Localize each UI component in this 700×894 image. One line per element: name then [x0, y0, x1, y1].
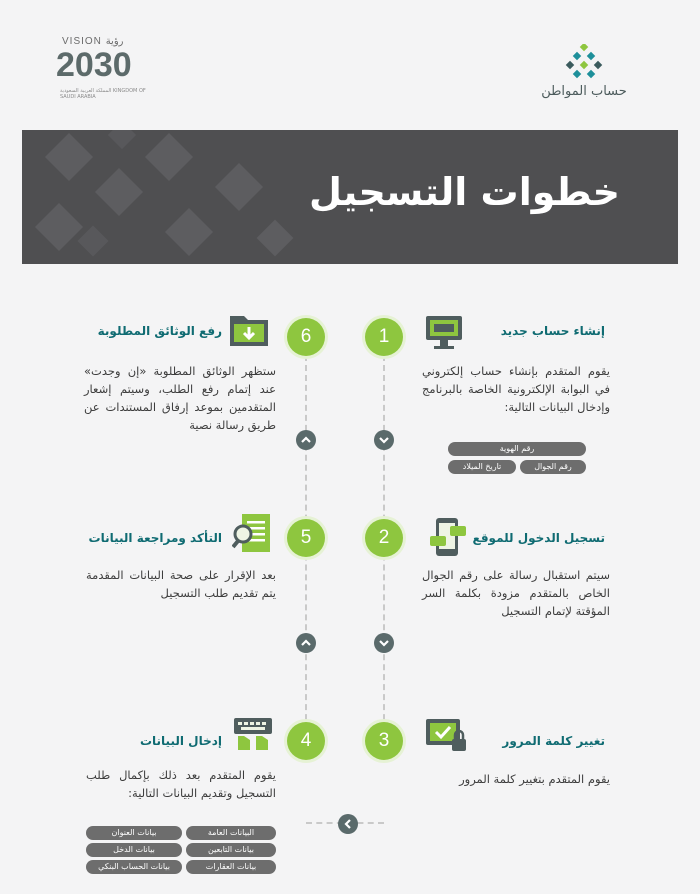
step-1-number: 1: [365, 318, 403, 356]
document-search-icon: [232, 512, 274, 560]
vision-year: 2030: [56, 46, 132, 84]
step-4-number: 4: [287, 722, 325, 760]
step-2-number: 2: [365, 519, 403, 557]
step-2-title: تسجيل الدخول للموقع: [472, 531, 605, 545]
step-6-number: 6: [287, 318, 325, 356]
pill-general-data: البيانات العامة: [186, 826, 276, 840]
step-3-title: تغيير كلمة المرور: [502, 734, 605, 748]
pill-income-data: بيانات الدخل: [86, 843, 182, 857]
step-5-text: بعد الإقرار على صحة البيانات المقدمة يتم تقديم طلب التسجيل: [86, 568, 276, 600]
pill-dependents-data: بيانات التابعين: [186, 843, 276, 857]
page-title: خطوات التسجيل: [309, 170, 620, 214]
vision-2030-logo: [52, 36, 162, 106]
vision-subtitle: المملكة العربية السعودية KINGDOM OF SAUDI ARABIA: [60, 88, 146, 100]
folder-upload-icon: [228, 310, 270, 354]
monitor-icon: [424, 312, 464, 356]
step-5-title: التأكد ومراجعة البيانات: [88, 531, 222, 545]
step-4-text: يقوم المتقدم بعد ذلك بإكمال طلب التسجيل وتقديم البيانات التالية:: [86, 768, 276, 800]
keyboard-typing-icon: [232, 714, 274, 760]
pill-address-data: بيانات العنوان: [86, 826, 182, 840]
chevron-down-icon: [374, 430, 394, 450]
title-banner: [22, 130, 678, 264]
pill-real-estate-data: بيانات العقارات: [186, 860, 276, 874]
step-1-title: إنشاء حساب جديد: [500, 324, 605, 338]
step-3-text: يقوم المتقدم بتغيير كلمة المرور: [459, 772, 610, 786]
step-6-title: رفع الوثائق المطلوبة: [97, 324, 222, 338]
laptop-lock-icon: [424, 715, 468, 761]
citizen-account-logo: [534, 44, 634, 104]
citizen-account-logo-icon: [564, 44, 604, 80]
step-3-number: 3: [365, 722, 403, 760]
step-5-number: 5: [287, 519, 325, 557]
program-name: حساب المواطن: [541, 84, 627, 99]
mobile-chat-icon: [428, 516, 468, 562]
chevron-left-icon: [338, 814, 358, 834]
pill-mobile-number: رقم الجوال: [520, 460, 586, 474]
chevron-up-icon: [296, 633, 316, 653]
step-2-text: سيتم استقبال رسالة على رقم الجوال الخاص بالمتقدم مزودة بكلمة السر المؤقتة لإتمام التسجيل: [422, 568, 610, 618]
step-1-text: يقوم المتقدم بإنشاء حساب إلكتروني في البوابة الإلكترونية الخاصة بالبرنامج وإدخال البيانات التالية:: [422, 364, 610, 414]
vision-label: VISION رؤية: [62, 36, 124, 47]
pill-bank-account-data: بيانات الحساب البنكي: [86, 860, 182, 874]
pill-id-number: رقم الهوية: [448, 442, 586, 456]
step-4-title: إدخال البيانات: [139, 734, 222, 748]
chevron-down-icon: [374, 633, 394, 653]
chevron-up-icon: [296, 430, 316, 450]
step-6-text: ستظهر الوثائق المطلوبة «إن وجدت» عند إتمام رفع الطلب، وسيتم إشعار المتقدمين بموعد إرفاق المستندات عن طريق رسالة نصية: [84, 364, 276, 432]
pill-birth-date: تاريخ الميلاد: [448, 460, 516, 474]
